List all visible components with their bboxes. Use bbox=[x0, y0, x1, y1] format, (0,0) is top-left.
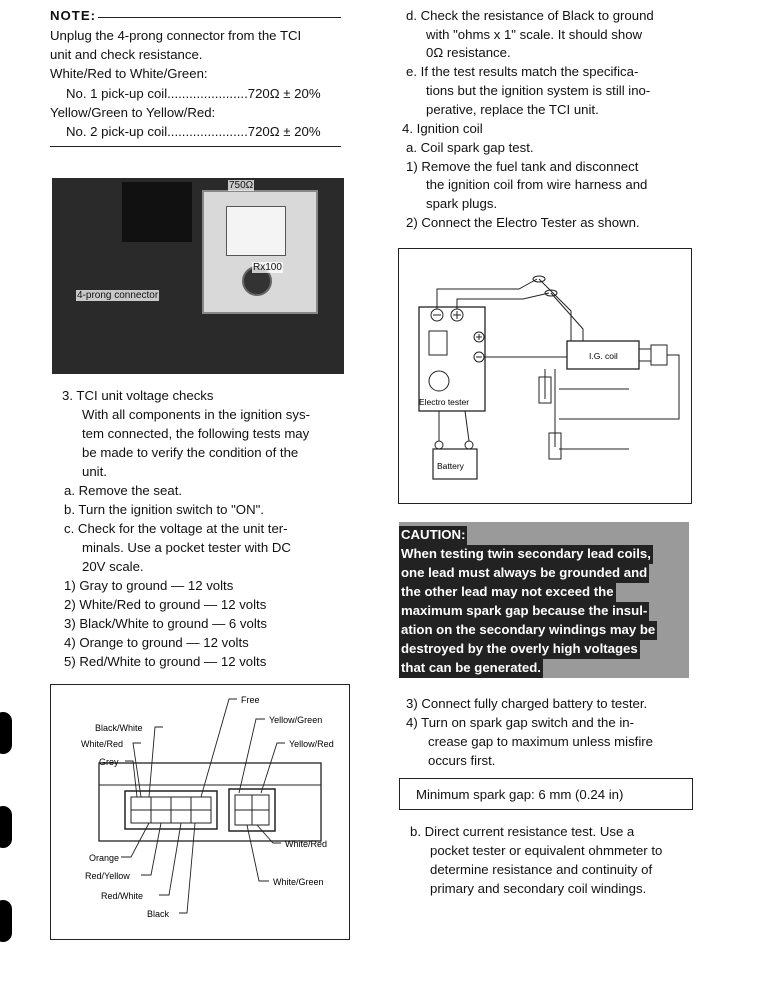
tci-line: 4) Orange to ground — 12 volts bbox=[64, 635, 249, 650]
note-line: Unplug the 4-prong connector from the TCI bbox=[50, 28, 302, 43]
ig-coil-label: I.G. coil bbox=[589, 351, 618, 361]
right-bottom-line: crease gap to maximum unless misfire bbox=[428, 734, 653, 749]
electro-tester-label: Electro tester bbox=[419, 397, 470, 407]
note-title: NOTE: bbox=[50, 8, 97, 23]
photo-label-750: 750Ω bbox=[229, 180, 254, 191]
right-line: with "ohms x 1" scale. It should show bbox=[426, 27, 643, 42]
right-line: 4. Ignition coil bbox=[402, 121, 483, 136]
tci-line: a. Remove the seat. bbox=[64, 483, 183, 498]
tci-line: unit. bbox=[82, 464, 107, 479]
label-yellow-green: Yellow/Green bbox=[269, 715, 323, 725]
right-line: spark plugs. bbox=[426, 196, 498, 211]
right-line: 2) Connect the Electro Tester as shown. bbox=[406, 215, 640, 230]
note-bottom-rule bbox=[50, 146, 341, 147]
connector-diagram-svg bbox=[51, 685, 349, 939]
caution-line: ation on the secondary windings may be bbox=[399, 621, 657, 640]
tci-line: c. Check for the voltage at the unit ter- bbox=[64, 521, 288, 536]
tci-line: 20V scale. bbox=[82, 559, 144, 574]
connector-diagram bbox=[50, 684, 350, 940]
label-orange: Orange bbox=[89, 853, 120, 863]
photo-label-rx100: Rx100 bbox=[253, 262, 282, 273]
right-line: perative, replace the TCI unit. bbox=[426, 102, 599, 117]
label-black: Black bbox=[147, 909, 170, 919]
resistance-line: b. Direct current resistance test. Use a bbox=[410, 824, 635, 839]
right-line: e. If the test results match the specifica- bbox=[406, 64, 639, 79]
label-white-red-right: White/Red bbox=[285, 839, 328, 849]
note-line: unit and check resistance. bbox=[50, 47, 203, 62]
note-line: White/Red to White/Green: bbox=[50, 66, 208, 81]
label-yellow-red: Yellow/Red bbox=[289, 739, 334, 749]
caution-line: maximum spark gap because the insul- bbox=[399, 602, 649, 621]
label-free: Free bbox=[241, 695, 260, 705]
electro-tester-diagram bbox=[398, 248, 692, 504]
resistance-line: determine resistance and continuity of bbox=[430, 862, 653, 877]
photo-label-connector: 4-prong connector bbox=[77, 290, 159, 301]
right-bottom-line: occurs first. bbox=[428, 753, 496, 768]
tci-line: 5) Red/White to ground — 12 volts bbox=[64, 654, 267, 669]
caution-line: When testing twin secondary lead coils, bbox=[399, 545, 653, 564]
right-line: a. Coil spark gap test. bbox=[406, 140, 534, 155]
caution-box bbox=[399, 522, 689, 678]
battery-label: Battery bbox=[437, 461, 464, 471]
binder-hole bbox=[0, 712, 12, 754]
right-line: 1) Remove the fuel tank and disconnect bbox=[406, 159, 639, 174]
caution-title: CAUTION: bbox=[399, 526, 467, 545]
caution-line: that can be generated. bbox=[399, 659, 543, 678]
label-black-white: Black/White bbox=[95, 723, 143, 733]
tci-line: With all components in the ignition sys- bbox=[82, 407, 310, 422]
tci-line: minals. Use a pocket tester with DC bbox=[82, 540, 291, 555]
label-white-green: White/Green bbox=[273, 877, 324, 887]
label-white-red-top: White/Red bbox=[81, 739, 124, 749]
right-line: the ignition coil from wire harness and bbox=[426, 177, 648, 192]
binder-hole bbox=[0, 900, 12, 942]
note-top-rule bbox=[98, 17, 341, 18]
tci-unit-photo bbox=[122, 182, 192, 242]
tci-line: 3. TCI unit voltage checks bbox=[62, 388, 214, 403]
electro-tester-box bbox=[419, 307, 485, 411]
tci-line: 3) Black/White to ground — 6 volts bbox=[64, 616, 268, 631]
label-red-yellow: Red/Yellow bbox=[85, 871, 130, 881]
right-bottom-line: 4) Turn on spark gap switch and the in- bbox=[406, 715, 634, 730]
tci-line: 1) Gray to ground — 12 volts bbox=[64, 578, 234, 593]
caution-line: the other lead may not exceed the bbox=[399, 583, 616, 602]
tci-line: b. Turn the ignition switch to "ON". bbox=[64, 502, 264, 517]
tester-photo bbox=[52, 178, 344, 374]
right-line: d. Check the resistance of Black to ground bbox=[406, 8, 654, 23]
tci-line: 2) White/Red to ground — 12 volts bbox=[64, 597, 267, 612]
note-line: Yellow/Green to Yellow/Red: bbox=[50, 105, 216, 120]
resistance-line: primary and secondary coil windings. bbox=[430, 881, 647, 896]
note-line: No. 1 pick-up coil......................720Ω ± 20% bbox=[66, 86, 321, 101]
binder-hole bbox=[0, 806, 12, 848]
tester-gauge bbox=[429, 371, 449, 391]
label-grey: Grey bbox=[99, 757, 119, 767]
min-spark-gap: Minimum spark gap: 6 mm (0.24 in) bbox=[416, 787, 624, 802]
label-red-white: Red/White bbox=[101, 891, 144, 901]
right-bottom-line: 3) Connect fully charged battery to tester. bbox=[406, 696, 648, 711]
tester-dial bbox=[226, 206, 286, 256]
caution-line: one lead must always be grounded and bbox=[399, 564, 649, 583]
right-line: 0Ω resistance. bbox=[426, 45, 511, 60]
right-line: tions but the ignition system is still ino- bbox=[426, 83, 651, 98]
min-spark-gap-box bbox=[399, 778, 693, 810]
resistance-line: pocket tester or equivalent ohmmeter to bbox=[430, 843, 663, 858]
tci-line: tem connected, the following tests may bbox=[82, 426, 310, 441]
tci-line: be made to verify the condition of the bbox=[82, 445, 299, 460]
pocket-tester-photo bbox=[202, 190, 318, 314]
electro-tester-svg bbox=[399, 249, 691, 503]
note-line: No. 2 pick-up coil......................720Ω ± 20% bbox=[66, 124, 321, 139]
caution-line: destroyed by the overly high voltages bbox=[399, 640, 640, 659]
